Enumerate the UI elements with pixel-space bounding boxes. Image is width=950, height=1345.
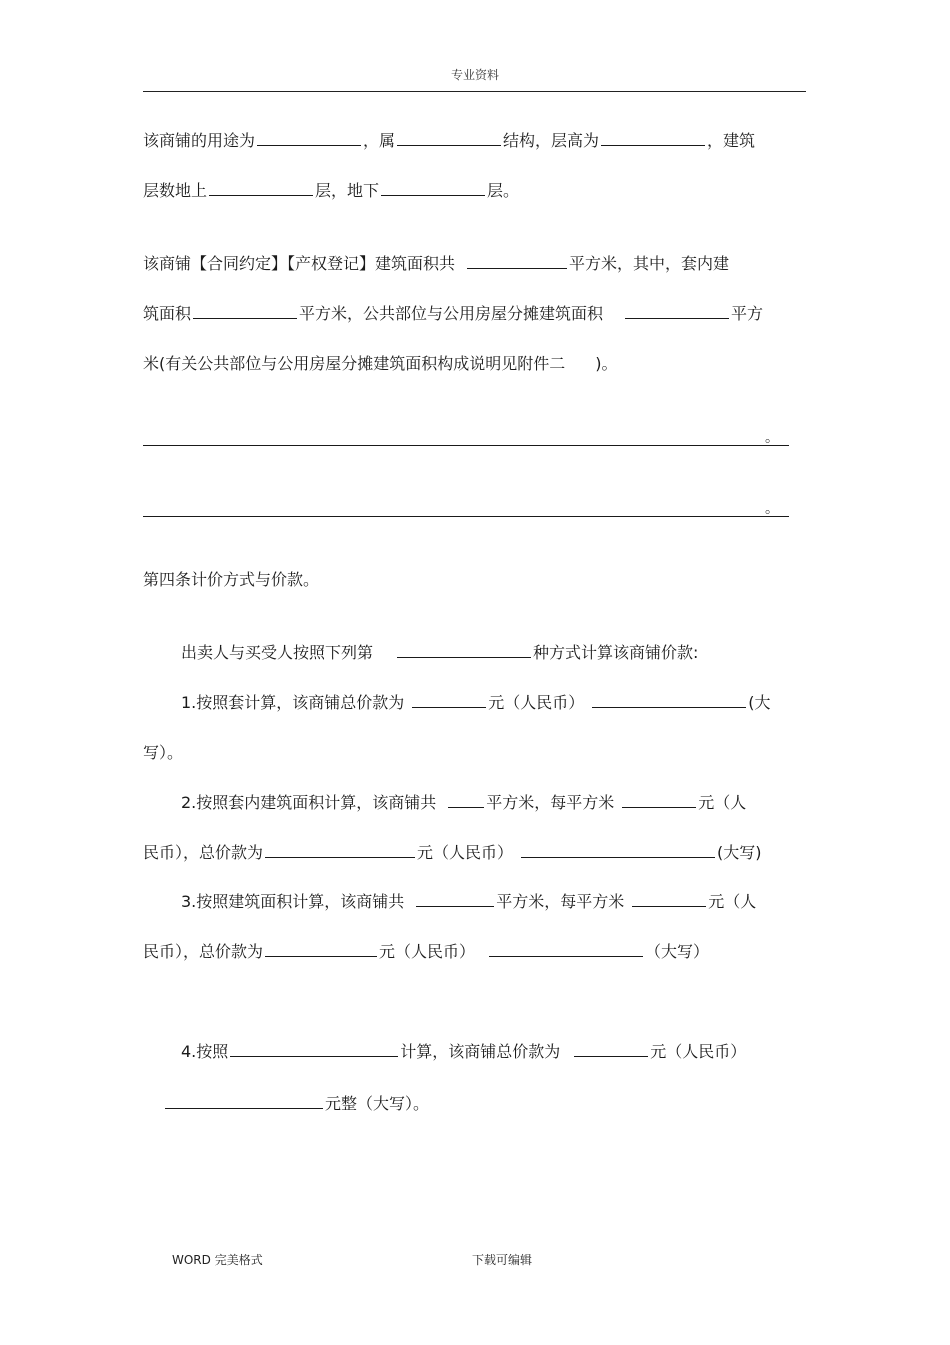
- text: 该商铺【合同约定】【产权登记】建筑面积共: [143, 254, 456, 273]
- item2-uppercase-blank[interactable]: [521, 842, 715, 858]
- below-ground-floors-blank[interactable]: [381, 180, 485, 196]
- usage-blank[interactable]: [257, 130, 361, 146]
- text: （大写）: [645, 942, 710, 961]
- blank-line-2[interactable]: [143, 516, 767, 517]
- text: 层。: [487, 181, 520, 200]
- item2-unit-price-blank[interactable]: [622, 792, 696, 808]
- blank-line-1-period: 。: [765, 430, 779, 446]
- blank-line-2-period: 。: [765, 501, 779, 517]
- text: 平方米，其中，套内建: [569, 254, 730, 273]
- item1-line2: 写）。: [143, 743, 184, 762]
- item4-line1: [181, 1041, 746, 1063]
- text: 筑面积: [143, 304, 192, 323]
- para1-line2: [143, 180, 519, 202]
- item3-line1: [181, 891, 756, 913]
- article4-title: 第四条计价方式与价款。: [143, 570, 320, 589]
- text: 4.按照: [181, 1042, 229, 1061]
- text: 层数地上: [143, 181, 208, 200]
- item3-unit-price-blank[interactable]: [632, 891, 706, 907]
- text: )。: [595, 354, 618, 373]
- item4-uppercase-blank[interactable]: [165, 1093, 323, 1109]
- text: 1.按照套计算，该商铺总价款为: [181, 693, 405, 712]
- above-ground-floors-blank[interactable]: [209, 180, 313, 196]
- para2-line3: [143, 353, 618, 375]
- text: 民币），总价款为: [143, 843, 264, 862]
- item2-area-blank[interactable]: [448, 792, 484, 808]
- text: 出卖人与买受人按照下列第: [181, 643, 374, 662]
- text: 民币），总价款为: [143, 942, 264, 961]
- item2-line2: [143, 842, 762, 864]
- item4-total-price-blank[interactable]: [574, 1041, 648, 1057]
- item3-area-blank[interactable]: [416, 891, 494, 907]
- header-rule: [143, 91, 806, 92]
- item1-total-price-blank[interactable]: [412, 692, 486, 708]
- structure-blank[interactable]: [397, 130, 501, 146]
- method-number-blank[interactable]: [397, 642, 531, 658]
- text: 元（人民币）: [379, 942, 476, 961]
- item3-line2: [143, 941, 709, 963]
- text: (大: [748, 693, 771, 712]
- text: 平方米，每平方米: [486, 793, 615, 812]
- footer-left: WORD 完美格式: [172, 1253, 263, 1267]
- text: 该商铺的用途为: [143, 131, 256, 150]
- item4-line2: [163, 1093, 429, 1115]
- item3-total-price-blank[interactable]: [265, 941, 377, 957]
- text: 计算，该商铺总价款为: [400, 1042, 561, 1061]
- footer-right: 下载可编辑: [472, 1253, 533, 1267]
- text: 3.按照建筑面积计算，该商铺共: [181, 892, 405, 911]
- text: 2.按照套内建筑面积计算，该商铺共: [181, 793, 437, 812]
- blank-line-1[interactable]: [143, 445, 767, 446]
- text: 种方式计算该商铺价款:: [533, 643, 699, 662]
- floor-height-blank[interactable]: [601, 130, 705, 146]
- text: 层，地下: [315, 181, 380, 200]
- text: 元（人: [698, 793, 747, 812]
- text: (大写): [717, 843, 762, 862]
- item2-line1: [181, 792, 746, 814]
- building-area-blank[interactable]: [467, 253, 567, 269]
- para1-line1: [143, 130, 755, 152]
- article4-intro: [181, 642, 698, 664]
- item1-line1: [181, 692, 771, 714]
- inner-area-blank[interactable]: [193, 303, 297, 319]
- text: 平方米，每平方米: [496, 892, 625, 911]
- text: 米(有关公共部位与公用房屋分摊建筑面积构成说明见附件二: [143, 354, 566, 373]
- text: ，建筑: [707, 131, 756, 150]
- shared-area-blank[interactable]: [625, 303, 729, 319]
- text: 元（人民币）: [488, 693, 585, 712]
- page-header: 专业资料: [450, 68, 499, 82]
- para2-line2: [143, 303, 763, 325]
- text: 平方米，公共部位与公用房屋分摊建筑面积: [299, 304, 604, 323]
- text: 平方: [731, 304, 764, 323]
- item2-total-price-blank[interactable]: [265, 842, 415, 858]
- item1-uppercase-blank[interactable]: [592, 692, 746, 708]
- text: ，属: [363, 131, 396, 150]
- para2-line1: [143, 253, 729, 275]
- text: 元（人民币）: [650, 1042, 747, 1061]
- text: 元（人民币）: [417, 843, 514, 862]
- text: 元（人: [708, 892, 757, 911]
- text: 元整（大写）。: [325, 1094, 430, 1113]
- item4-method-blank[interactable]: [230, 1041, 398, 1057]
- text: 结构，层高为: [503, 131, 600, 150]
- item3-uppercase-blank[interactable]: [489, 941, 643, 957]
